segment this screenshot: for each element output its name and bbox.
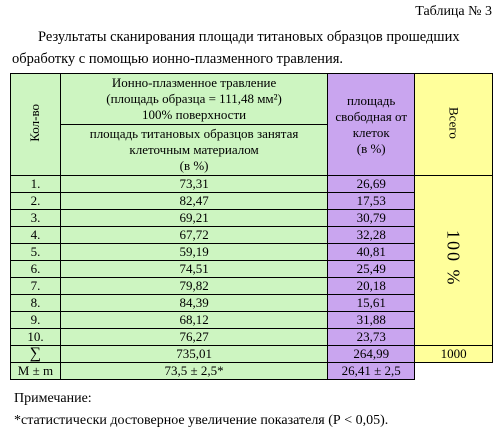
occupied-cell: 84,39 bbox=[60, 295, 327, 312]
free-cell: 15,61 bbox=[328, 295, 415, 312]
free-cell: 17,53 bbox=[328, 193, 415, 210]
row-number: 7. bbox=[11, 278, 61, 295]
occupied-label-line2: клеточным материалом bbox=[129, 142, 259, 157]
occupied-cell: 79,82 bbox=[60, 278, 327, 295]
occupied-cell: 76,27 bbox=[60, 329, 327, 346]
occupied-label-line1: площадь титановых образцов занятая bbox=[89, 126, 299, 141]
row-number: 3. bbox=[11, 210, 61, 227]
note-title: Примечание: bbox=[14, 391, 92, 406]
table-caption: Результаты сканирования площади титановых образцов прошедших обработку с помощью ионно-плазменного травления. bbox=[12, 29, 460, 67]
row-number: 10. bbox=[11, 329, 61, 346]
mean-free: 26,41 ± 2,5 bbox=[328, 363, 415, 380]
count-header-label: Кол-во bbox=[27, 103, 43, 142]
occupied-cell: 82,47 bbox=[60, 193, 327, 210]
total-header-label: Всего bbox=[446, 106, 462, 139]
row-number: 1. bbox=[11, 176, 61, 193]
etching-header bbox=[60, 74, 327, 125]
note-text: *статистически достоверное увеличение показателя (Р < 0,05). bbox=[14, 413, 389, 428]
free-cell: 25,49 bbox=[328, 261, 415, 278]
free-label-line2: свободная от bbox=[335, 108, 408, 124]
occupied-cell: 69,21 bbox=[60, 210, 327, 227]
count-header bbox=[11, 74, 61, 176]
free-cell: 20,18 bbox=[328, 278, 415, 295]
sum-free: 264,99 bbox=[328, 346, 415, 363]
occupied-label-line3: (в %) bbox=[179, 158, 209, 173]
occupied-cell: 59,19 bbox=[60, 244, 327, 261]
free-cell: 30,79 bbox=[328, 210, 415, 227]
free-cell: 23,73 bbox=[328, 329, 415, 346]
free-area-header bbox=[328, 74, 415, 176]
occupied-cell: 74,51 bbox=[60, 261, 327, 278]
free-label-line1: площадь bbox=[347, 92, 396, 108]
occupied-cell: 73,31 bbox=[60, 176, 327, 193]
occupied-area-header bbox=[60, 125, 327, 176]
table-number: Таблица № 3 bbox=[415, 4, 492, 19]
mean-occupied: 73,5 ± 2,5* bbox=[60, 363, 327, 380]
row-number: 6. bbox=[11, 261, 61, 278]
free-cell: 31,88 bbox=[328, 312, 415, 329]
row-number: 8. bbox=[11, 295, 61, 312]
row-number: 4. bbox=[11, 227, 61, 244]
free-label-line4: (в %) bbox=[356, 140, 386, 156]
occupied-cell: 67,72 bbox=[60, 227, 327, 244]
etching-title-line3: 100% поверхности bbox=[142, 107, 247, 122]
free-cell: 40,81 bbox=[328, 244, 415, 261]
row-number: 5. bbox=[11, 244, 61, 261]
etching-title-line2: (площадь образца = 111,48 мм²) bbox=[106, 91, 282, 106]
total-header bbox=[415, 74, 493, 176]
mean-label: M ± m bbox=[11, 363, 61, 380]
free-cell: 26,69 bbox=[328, 176, 415, 193]
sum-label: ∑ bbox=[11, 346, 61, 363]
free-label-line3: клеток bbox=[352, 124, 390, 140]
etching-title-line1: Ионно-плазменное травление bbox=[111, 75, 277, 90]
total-percent-label: 100 % bbox=[443, 230, 464, 287]
sum-total: 1000 bbox=[415, 346, 493, 363]
row-number: 9. bbox=[11, 312, 61, 329]
free-cell: 32,28 bbox=[328, 227, 415, 244]
empty-cell bbox=[415, 363, 493, 380]
total-percent-cell bbox=[415, 176, 493, 346]
row-number: 2. bbox=[11, 193, 61, 210]
results-table bbox=[10, 73, 493, 380]
sum-occupied: 735,01 bbox=[60, 346, 327, 363]
occupied-cell: 68,12 bbox=[60, 312, 327, 329]
